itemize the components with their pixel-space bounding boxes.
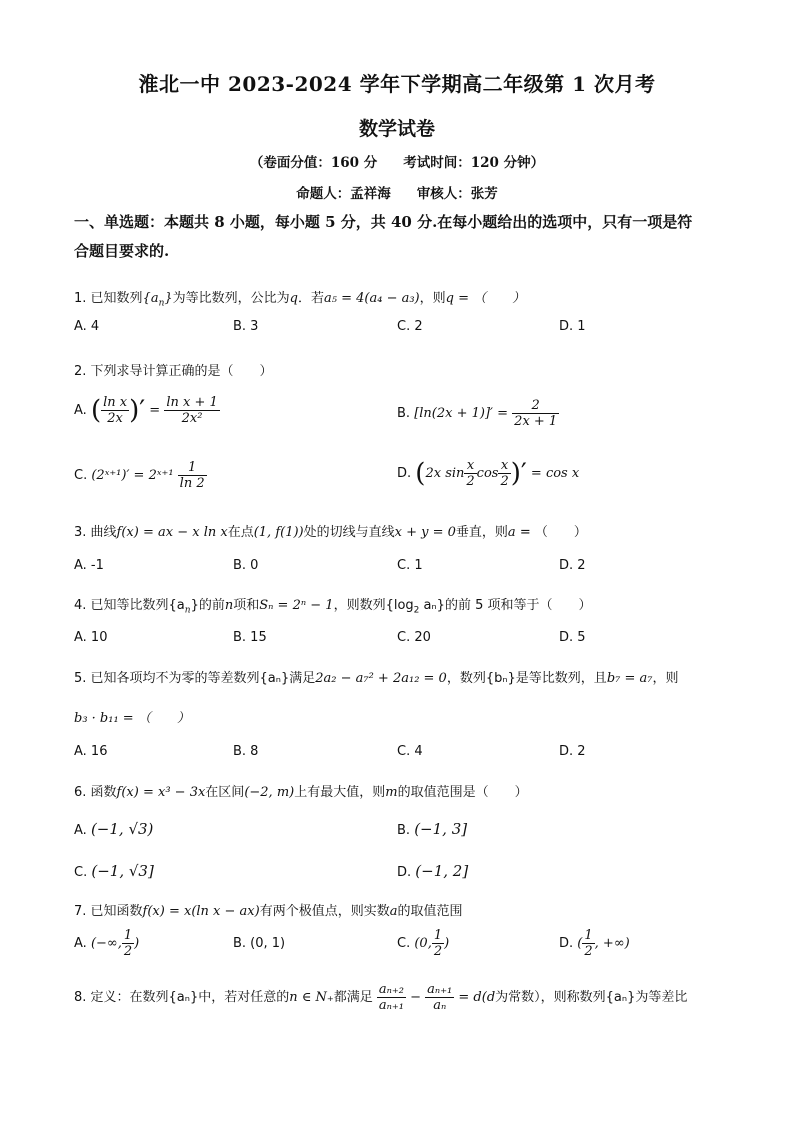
q4-option-c[interactable]: C. 20 (397, 630, 431, 645)
q2-d-frac2 (498, 458, 510, 489)
reviewer: 审核人：张芳 (416, 186, 498, 202)
q8-text-b: 都满足 (333, 990, 373, 1005)
q3-text-d: 垂直，则 (455, 525, 508, 540)
q7-option-a[interactable] (74, 928, 139, 959)
q2-option-a[interactable] (74, 395, 220, 426)
q7-c-pre: (0, (414, 936, 432, 951)
q5-product: b₃ · b₁₁ = （ ） (74, 711, 190, 726)
question-6 (74, 781, 528, 800)
q6-option-b[interactable] (397, 820, 467, 838)
q7-a-den: 2 (123, 944, 133, 959)
q3-option-c[interactable]: C. 1 (397, 558, 423, 573)
q1-option-c[interactable]: C. 2 (397, 319, 423, 334)
q2-d-frac1-num: x (464, 458, 476, 474)
q8-frac2-den: aₙ (433, 998, 447, 1013)
q5-option-a[interactable]: A. 16 (74, 744, 108, 759)
score-info: （卷面分值：160 分 (249, 155, 378, 171)
q3-text-a: 3. 曲线 (74, 525, 117, 540)
q2-d-label: D. (397, 466, 412, 481)
q1-prefix: 1. 已知数列 (74, 291, 143, 306)
q4-text-a: 4. 已知等比数列{a (74, 598, 185, 613)
q4-sub-n: n (184, 605, 191, 616)
q5-equation-2: b₇ = a₇ (606, 671, 653, 686)
q1-var-q: q (289, 291, 298, 306)
q2-a-rhs-num: ln x + 1 (166, 395, 218, 410)
q1-option-b[interactable]: B. 3 (233, 319, 259, 334)
author: 命题人：孟祥海 (296, 186, 391, 202)
q7-d-frac (582, 928, 594, 959)
q6-a-value: (−1, √3) (90, 820, 154, 838)
q3-var-a: a (507, 525, 516, 540)
q6-c-label: C. (74, 865, 88, 880)
q1-text3: ，则 (419, 291, 446, 306)
q3-text-c: 处的切线与直线 (303, 525, 395, 540)
q8-frac1-num: aₙ₊₂ (378, 982, 404, 997)
q5-equation: 2a₂ − a₇² + 2a₁₂ = 0 (315, 671, 447, 686)
q8-minus: − (410, 990, 422, 1005)
q6-c-value: (−1, √3] (91, 862, 154, 880)
q2-option-c[interactable] (74, 460, 207, 491)
q4-var-n: n (224, 598, 234, 613)
question-7 (74, 900, 463, 919)
q7-d-pre: ( (577, 936, 583, 951)
q4-text-d: ，则数列{log (333, 598, 414, 613)
q6-text-b: 在区间 (205, 785, 245, 800)
q2-c-rhs-frac (178, 460, 207, 491)
exam-authors (0, 182, 794, 202)
q2-c-lhs: (2ˣ⁺¹)′ = 2ˣ⁺¹ (91, 468, 174, 483)
q2-a-paren-open: ( (90, 395, 102, 426)
q8-frac-1 (377, 982, 406, 1013)
q2-d-frac1 (464, 458, 476, 489)
q1-equation: a₅ = 4(a₄ − a₃) (324, 291, 420, 306)
q7-d-post: , +∞) (594, 936, 630, 951)
q2-d-term-b: cos (476, 466, 499, 481)
q6-option-d[interactable] (397, 862, 468, 880)
q6-b-value: (−1, 3] (414, 820, 468, 838)
q6-d-value: (−1, 2] (415, 862, 469, 880)
q7-option-b[interactable]: B. (0, 1) (233, 936, 286, 951)
q6-a-label: A. (74, 823, 87, 838)
q7-a-num: 1 (123, 928, 133, 943)
q5-text-a: 5. 已知各项均不为零的等差数列{aₙ}满足 (74, 671, 316, 686)
q6-text-c: 上有最大值，则 (294, 785, 386, 800)
exam-title: 淮北一中 2023-2024 学年下学期高二年级第 1 次月考 (138, 72, 656, 96)
q1-text2: ．若 (298, 291, 325, 306)
q5-text-b: ，数列{bₙ}是等比数列，且 (446, 671, 607, 686)
q1-seq-open: {a (142, 291, 159, 306)
q6-option-c[interactable] (74, 862, 154, 880)
q2-d-rhs: = cos x (530, 466, 580, 481)
q7-d-num: 1 (584, 928, 593, 943)
q7-c-den: 2 (433, 944, 443, 959)
q7-d-den: 2 (584, 944, 593, 959)
q7-text-b: 有两个极值点，则实数 (259, 904, 390, 919)
question-5 (74, 667, 678, 686)
q7-option-c[interactable] (397, 928, 449, 959)
q4-sum: Sₙ = 2ⁿ − 1 (259, 598, 334, 613)
question-5-line-2 (74, 707, 190, 726)
section-heading (74, 208, 724, 266)
q3-option-b[interactable]: B. 0 (233, 558, 259, 573)
q6-text-d: 的取值范围是（ ） (397, 785, 528, 800)
q2-d-term-a: 2x sin (425, 466, 465, 481)
q3-point: (1, f(1)) (253, 525, 304, 540)
q2-a-rhs-den: 2x² (181, 411, 203, 426)
q1-text1: 为等比数列，公比为 (172, 291, 290, 306)
q2-d-frac1-den: 2 (466, 474, 475, 489)
q2-d-paren-close: )′ (510, 458, 527, 489)
q6-option-a[interactable] (74, 820, 153, 838)
q2-a-label: A. (74, 403, 87, 418)
q4-option-a[interactable]: A. 10 (74, 630, 108, 645)
q2-option-d[interactable] (397, 458, 579, 489)
exam-subtitle: 数学试卷 (358, 118, 435, 140)
q5-text-c: ，则 (652, 671, 679, 686)
question-3 (74, 521, 587, 540)
q3-text-b: 在点 (227, 525, 254, 540)
q7-d-label: D. (559, 936, 574, 951)
q2-b-rhs-frac (512, 398, 559, 429)
q1-seq-sub: n (158, 298, 165, 309)
q6-function: f(x) = x³ − 3x (116, 785, 206, 800)
q3-option-a[interactable]: A. -1 (74, 558, 104, 573)
q8-text-c: 为常数），则称数列{aₙ}为等差比 (495, 990, 688, 1005)
q7-var-a: a (389, 904, 398, 919)
question-4 (74, 594, 591, 616)
q2-c-rhs-den: ln 2 (179, 476, 205, 491)
section-line-1: 一、单选题：本题共 8 小题，每小题 5 分，共 40 分.在每小题给出的选项中，只有一项是符 (74, 213, 693, 231)
q8-frac-2 (425, 982, 454, 1013)
q3-function: f(x) = ax − x ln x (116, 525, 228, 540)
q7-a-post: ) (134, 936, 140, 951)
q7-text-a: 7. 已知函数 (74, 904, 143, 919)
q3-option-d[interactable]: D. 2 (559, 558, 586, 573)
q2-b-lhs: [ln(2x + 1)]′ = (414, 406, 509, 421)
q2-c-rhs-num: 1 (178, 460, 207, 476)
q2-option-b[interactable] (397, 398, 559, 429)
q7-text-c: 的取值范围 (397, 904, 463, 919)
q7-c-label: C. (397, 936, 411, 951)
q2-a-rhs-frac (164, 395, 219, 426)
q6-d-label: D. (397, 865, 412, 880)
q8-equals: = d(d (458, 990, 496, 1005)
q2-d-frac2-num: x (498, 458, 510, 474)
q7-function: f(x) = x(ln x − ax) (142, 904, 260, 919)
q1-option-d[interactable]: D. 1 (559, 319, 586, 334)
q2-b-rhs-den: 2x + 1 (514, 414, 558, 429)
q3-text-e: = （ ） (515, 525, 587, 540)
q7-option-d[interactable] (559, 928, 630, 959)
q4-option-d[interactable]: D. 5 (559, 630, 586, 645)
q3-line: x + y = 0 (394, 525, 456, 540)
q8-text-a: 8. 定义：在数列{aₙ}中，若对任意的 (74, 990, 290, 1005)
question-2: 2. 下列求导计算正确的是（ ） (74, 364, 273, 379)
q2-a-eq: = (149, 403, 161, 418)
q2-a-lhs-frac (101, 395, 129, 426)
q4-text-c: 项和 (233, 598, 260, 613)
q8-condition: n ∈ N₊ (289, 990, 334, 1005)
q7-c-frac (432, 928, 444, 959)
q1-tail: q = （ ） (445, 291, 526, 306)
q8-frac1-den: aₙ₊₁ (378, 998, 404, 1013)
q2-a-paren-close: )′ (129, 395, 146, 426)
q2-c-label: C. (74, 468, 88, 483)
q7-c-num: 1 (433, 928, 443, 943)
question-8 (74, 982, 687, 1013)
q2-d-frac2-den: 2 (500, 474, 509, 489)
q2-a-lhs-num: ln x (103, 395, 128, 410)
q4-text-b: }的前 (190, 598, 225, 613)
q4-text-e: aₙ}的前 5 项和等于（ ） (419, 598, 592, 613)
q7-a-label: A. (74, 936, 87, 951)
q8-frac2-num: aₙ₊₁ (427, 982, 453, 997)
q5-option-d[interactable]: D. 2 (559, 744, 586, 759)
q6-text-a: 6. 函数 (74, 785, 117, 800)
time-info: 考试时间：120 分钟） (403, 155, 545, 171)
q1-seq (142, 291, 173, 309)
section-line-2: 合题目要求的. (74, 242, 170, 260)
q4-log-base: 2 (413, 605, 420, 616)
q6-var-m: m (385, 785, 398, 800)
q1-seq-close: } (164, 291, 173, 306)
q2-a-lhs-den: 2x (107, 411, 123, 426)
exam-info (0, 151, 794, 171)
q5-option-c[interactable]: C. 4 (397, 744, 423, 759)
q2-b-label: B. (397, 406, 411, 421)
q1-option-a[interactable]: A. 4 (74, 319, 100, 334)
question-1 (74, 287, 525, 309)
q4-option-b[interactable]: B. 15 (233, 630, 267, 645)
q7-a-pre: (−∞, (90, 936, 122, 951)
q5-option-b[interactable]: B. 8 (233, 744, 259, 759)
q2-d-paren-open: ( (415, 458, 426, 489)
q7-c-post: ) (444, 936, 450, 951)
q7-a-frac (122, 928, 134, 959)
q2-b-rhs-num: 2 (512, 398, 559, 414)
q6-b-label: B. (397, 823, 411, 838)
q6-interval: (−2, m) (244, 785, 295, 800)
